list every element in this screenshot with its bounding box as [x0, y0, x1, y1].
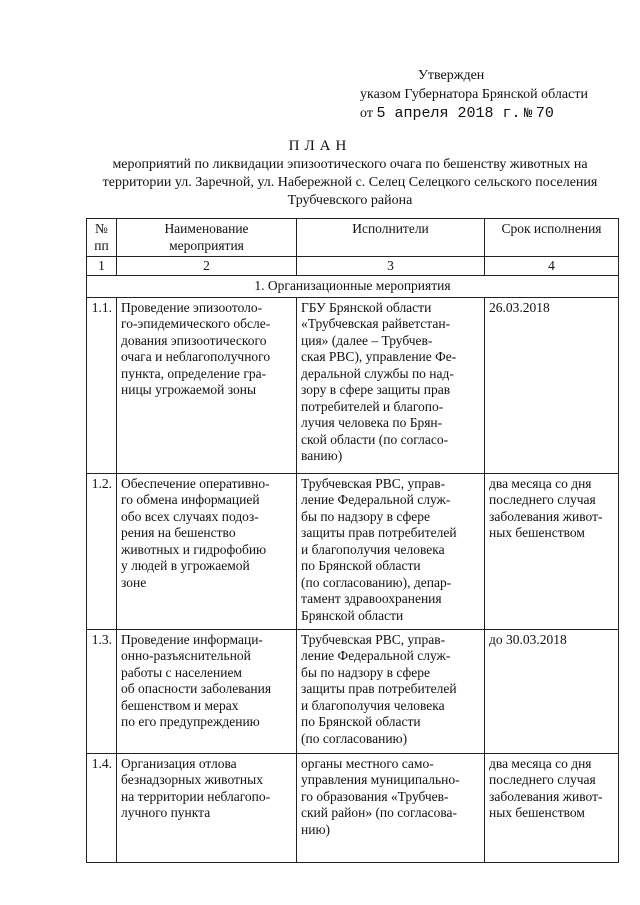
table-row	[87, 297, 619, 473]
document-title: ПЛАН	[288, 138, 352, 154]
section-title: 1. Организационные мероприятия	[87, 276, 619, 298]
row-executors: Трубчевская РВС, управ- ление Федеральной служ- бы по надзору в сфере защиты прав потребителей и благополучия человека по Брянской области (по согласованию)	[297, 629, 485, 753]
header-cell-deadline: Срок исполнения	[485, 219, 619, 257]
approval-date-line	[360, 104, 630, 124]
row-name: Организация отлова безнадзорных животных на территории неблагопо- лучного пункта	[117, 753, 297, 862]
row-executors: органы местного само- управления муниципально- го образования «Трубчев- ский район» (по согласова- нию)	[297, 753, 485, 862]
row-executors: Трубчевская РВС, управ- ление Федеральной служ- бы по надзору в сфере защиты прав потребителей и благополучия человека по Брянской области (по согласованию), депар- тамент здравоохранения Брянской области	[297, 473, 485, 629]
approval-number: 70	[535, 105, 554, 122]
header-cell-executors: Исполнители	[297, 219, 485, 257]
row-name: Проведение эпизоотоло- го-эпидемического обсле- дования эпизоотического очага и неблагополучного пункта, определение гра- ницы угрожаемой зоны	[117, 297, 297, 473]
row-name: Проведение информаци- онно-разъяснительной работы с населением об опасности заболевания бешенством и мерах по его предупреждению	[117, 629, 297, 753]
row-number: 1.2.	[87, 473, 117, 629]
approval-date: 5 апреля 2018 г.	[376, 105, 521, 122]
header-cell-number: № пп	[87, 219, 117, 257]
index-cell: 3	[297, 257, 485, 276]
table-header-row	[87, 219, 619, 257]
approval-date-prefix: от	[360, 106, 373, 121]
plan-table	[86, 218, 619, 863]
header-cell-name: Наименование мероприятия	[117, 219, 297, 257]
row-number: 1.1.	[87, 297, 117, 473]
section-row	[87, 276, 619, 298]
row-number: 1.4.	[87, 753, 117, 862]
row-deadline: два месяца со дня последнего случая заболевания живот- ных бешенством	[485, 473, 619, 629]
index-cell: 1	[87, 257, 117, 276]
row-deadline: два месяца со дня последнего случая заболевания живот- ных бешенством	[485, 753, 619, 862]
approval-label: Утвержден	[418, 68, 485, 83]
table-row	[87, 753, 619, 862]
approval-number-sign: №	[523, 106, 533, 122]
approval-decree: указом Губернатора Брянской области	[360, 87, 588, 102]
approval-block	[360, 66, 630, 124]
index-cell: 2	[117, 257, 297, 276]
column-index-row	[87, 257, 619, 276]
row-deadline: 26.03.2018	[485, 297, 619, 473]
row-name: Обеспечение оперативно- го обмена информацией обо всех случаях подоз- рения на бешенство животных и гидрофобию у людей в угрожаемой зоне	[117, 473, 297, 629]
table-row	[87, 473, 619, 629]
row-number: 1.3.	[87, 629, 117, 753]
table-row	[87, 629, 619, 753]
row-executors: ГБУ Брянской области «Трубчевская райветстан- ция» (далее – Трубчев- ская РВС), управление Фе- деральной службы по над- зору в сфере защиты прав потребителей и благопо- лучия человека по Брян- ской области (по согласо- ванию)	[297, 297, 485, 473]
index-cell: 4	[485, 257, 619, 276]
document-subtitle: мероприятий по ликвидации эпизоотического очага по бешенству животных на территории ул. Заречной, ул. Набережной с. Селец Селецкого сельского поселения Трубчевского района	[102, 157, 598, 208]
row-deadline: до 30.03.2018	[485, 629, 619, 753]
